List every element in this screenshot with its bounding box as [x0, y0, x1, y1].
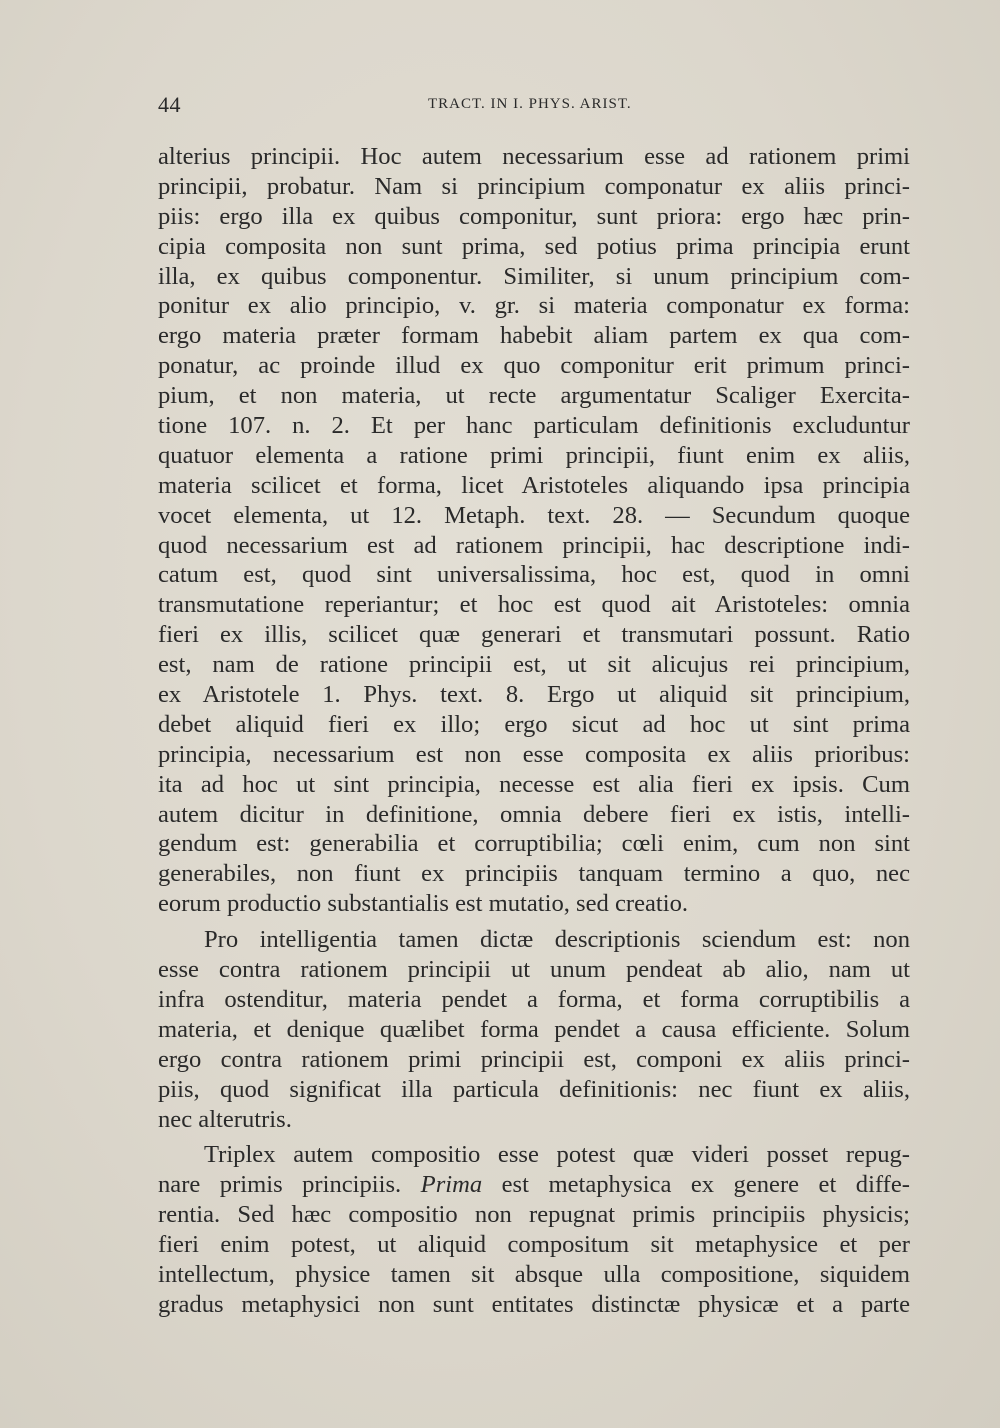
paragraph-2	[158, 925, 910, 1134]
text-segment: Sed hæc compositio non repugnat primis principiis physicis;	[237, 1201, 911, 1229]
text-line: materia scilicet et forma, licet Aristoteles aliquando ipsa principia	[158, 471, 910, 499]
text-line: tione 107. n. 2. Et per hanc particulam definitionis excluduntur	[158, 412, 910, 440]
text-line: principia, necessarium est non esse composita ex aliis prioribus:	[158, 740, 910, 768]
italic-term: Prima	[420, 1171, 483, 1199]
text-line: est, nam de ratione principii est, ut sit alicujus rei principium,	[158, 651, 910, 679]
text-line: piis: ergo illa ex quibus componitur, sunt priora: ergo hæc prin-	[158, 202, 910, 230]
text-line: materia, et denique quælibet forma pendet a causa efficiente. Solum	[158, 1015, 910, 1043]
page-header	[158, 92, 910, 122]
text-line: illa, ex quibus componentur. Similiter, si unum principium com-	[158, 262, 910, 290]
text-line: ponitur ex alio principio, v. gr. si materia componatur ex forma:	[158, 292, 910, 320]
text-line: quatuor elementa a ratione primi principii, fiunt enim ex aliis,	[158, 441, 910, 469]
text-line: generabiles, non fiunt ex principiis tanquam termino a quo, nec	[158, 860, 910, 888]
text-line: piis, quod significat illa particula definitionis: nec fiunt ex aliis,	[158, 1075, 910, 1103]
text-line: ergo materia præter formam habebit aliam partem ex qua com-	[158, 322, 910, 350]
text-line: pium, et non materia, ut recte argumentatur Scaliger Exercita-	[158, 382, 910, 410]
page-number: 44	[158, 92, 181, 117]
text-line: fieri enim potest, ut aliquid compositum sit metaphysice et per	[158, 1231, 910, 1259]
text-line: fieri ex illis, scilicet quæ generari et transmutari possunt. Ratio	[158, 621, 910, 649]
text-line: gradus metaphysici non sunt entitates distinctæ physicæ et a parte	[158, 1290, 910, 1318]
text-line: esse contra rationem principii ut unum pendeat ab alio, nam ut	[158, 956, 910, 984]
text-line	[158, 1200, 910, 1230]
text-segment: rentia.	[158, 1201, 221, 1229]
text-segment: est metaphysica ex genere et diffe-	[501, 1171, 910, 1199]
text-line: debet aliquid fieri ex illo; ergo sicut ad hoc ut sint prima	[158, 710, 910, 738]
text-line: infra ostenditur, materia pendet a forma, et forma corruptibilis a	[158, 985, 910, 1013]
text-line: ita ad hoc ut sint principia, necesse est alia fieri ex ipsis. Cum	[158, 770, 910, 798]
paragraph-3	[158, 1140, 910, 1319]
text-line: Triplex autem compositio esse potest quæ videri posset repug-	[204, 1141, 910, 1169]
text-line: Pro intelligentia tamen dictæ descriptionis sciendum est: non	[204, 926, 910, 954]
running-head: TRACT. IN I. PHYS. ARIST.	[428, 96, 632, 112]
text-line: eorum productio substantialis est mutatio, sed creatio.	[158, 890, 689, 918]
text-line: alterius principii. Hoc autem necessarium esse ad rationem primi	[158, 143, 910, 170]
text-line: ergo contra rationem primi principii est, componi ex aliis princi-	[158, 1045, 910, 1073]
page-body	[158, 142, 910, 1320]
text-line: vocet elementa, ut 12. Metaph. text. 28. — Secundum quoque	[158, 501, 910, 529]
text-line: ex Aristotele 1. Phys. text. 8. Ergo ut aliquid sit principium,	[158, 681, 910, 709]
text-line: nec alterutris.	[158, 1105, 292, 1133]
text-line: intellectum, physice tamen sit absque ulla compositione, siquidem	[158, 1260, 910, 1288]
text-line: catum est, quod sint universalissima, hoc est, quod in omni	[158, 561, 910, 589]
text-line: cipia composita non sunt prima, sed potius prima principia erunt	[158, 232, 910, 260]
text-line: ponatur, ac proinde illud ex quo componitur erit primum princi-	[158, 352, 910, 380]
text-line: principii, probatur. Nam si principium componatur ex aliis princi-	[158, 172, 910, 200]
paragraph-1	[158, 142, 910, 919]
text-line: autem dicitur in definitione, omnia debere fieri ex istis, intelli-	[158, 800, 910, 828]
text-line: transmutatione reperiantur; et hoc est quod ait Aristoteles: omnia	[158, 591, 910, 619]
text-segment: nare primis principiis.	[158, 1171, 402, 1199]
text-line	[158, 1170, 910, 1200]
text-line: quod necessarium est ad rationem principii, hac descriptione indi-	[158, 531, 910, 559]
text-line: gendum est: generabilia et corruptibilia; cœli enim, cum non sint	[158, 830, 910, 858]
